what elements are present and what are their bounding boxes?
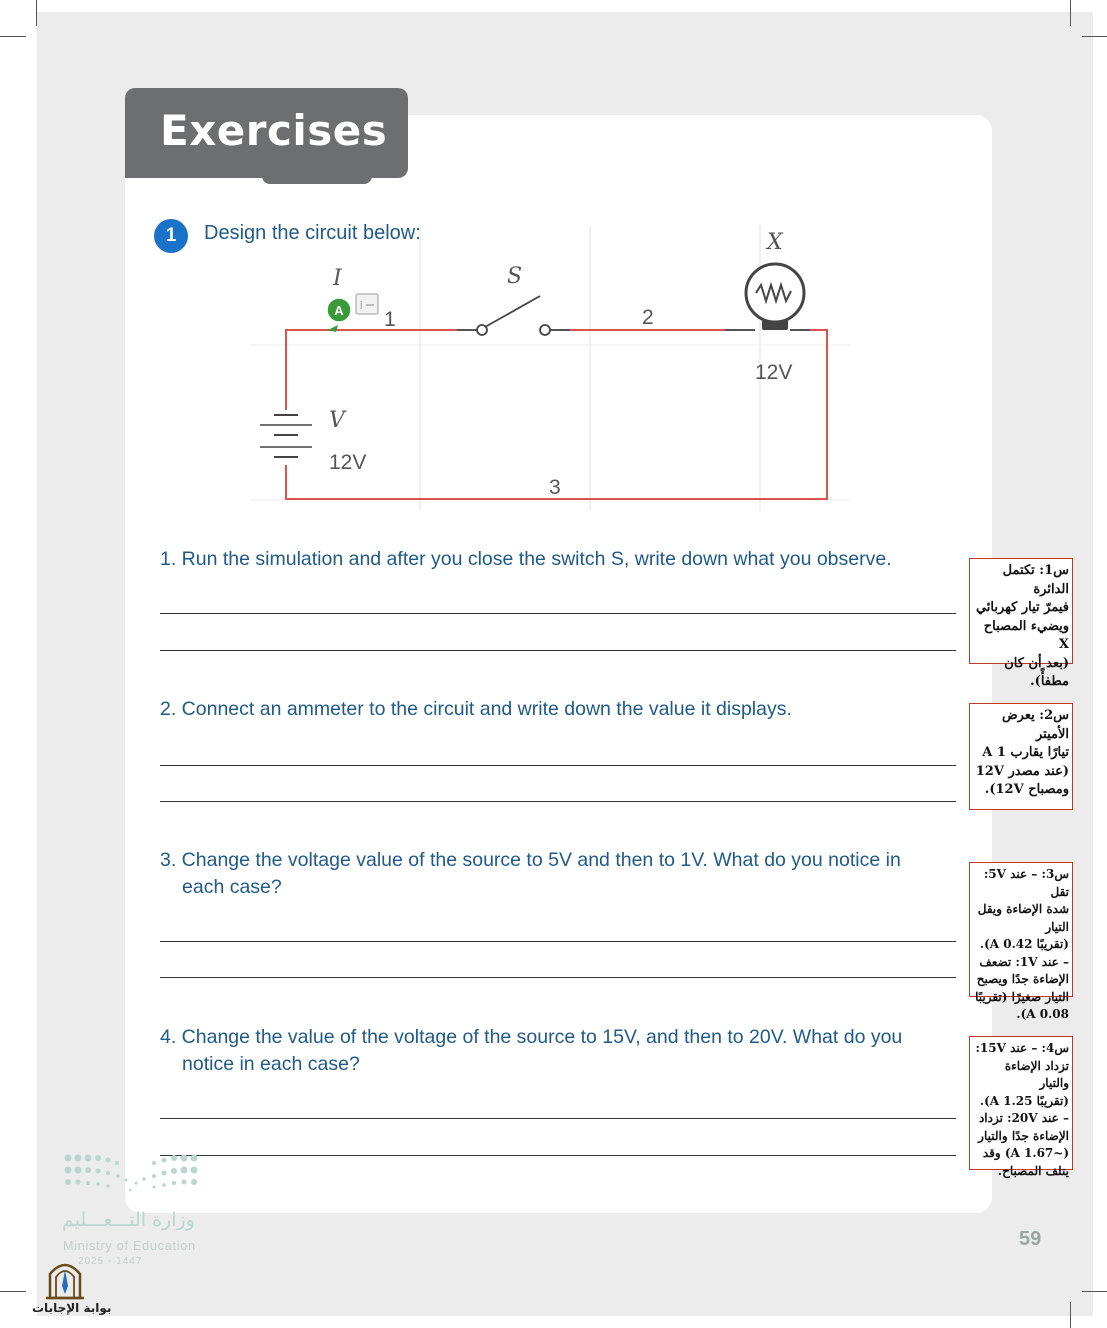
- answer-line[interactable]: [160, 613, 956, 614]
- ammeter-icon[interactable]: [327, 294, 378, 332]
- answer-line[interactable]: [160, 650, 956, 651]
- crop-mark: [1070, 1302, 1071, 1328]
- page-number: 59: [1019, 1228, 1042, 1250]
- svg-text:i: i: [360, 300, 363, 312]
- answer-line-text: (عند مصدر 12V: [975, 763, 1069, 779]
- answer-box-3: [969, 862, 1073, 1021]
- circuit-wires: [286, 330, 827, 499]
- answer-box-4: [969, 1036, 1073, 1178]
- answer-line[interactable]: [160, 1118, 956, 1119]
- answer-line-text: (بعد أن كان مطفأً).: [1004, 655, 1069, 689]
- question-3: [160, 847, 960, 901]
- question-4: [160, 1024, 960, 1078]
- lamp-voltage-label: 12V: [755, 361, 793, 384]
- answer-line-text: ويضيء المصباح X: [983, 618, 1069, 652]
- crop-mark: [36, 0, 37, 26]
- answer-line-text: التيار صغيرًا (تقريبًا: [975, 989, 1069, 1004]
- node-label-2: 2: [642, 306, 654, 329]
- question-text-continued: notice in each case?: [182, 1053, 360, 1075]
- crop-mark: [1070, 0, 1071, 26]
- crop-mark: [1082, 1291, 1107, 1292]
- answer-line-text: تيارًا يقارب A 1: [982, 745, 1069, 760]
- answer-line-text: ومصباح 12V).: [984, 782, 1069, 797]
- question-text: 2. Connect an ammeter to the circuit and write down the value it displays.: [160, 698, 792, 720]
- answer-line[interactable]: [160, 765, 956, 766]
- exercise-heading: Design the circuit below:: [204, 222, 421, 244]
- battery-symbol: [260, 415, 312, 457]
- portal-logo-icon: [44, 1256, 86, 1300]
- question-text: 4. Change the value of the voltage of the source to 15V, and then to 20V. What do you: [160, 1026, 903, 1048]
- question-text: 1. Run the simulation and after you close the switch S, write down what you observe.: [160, 548, 892, 570]
- source-label: V: [329, 408, 345, 433]
- page-title: Exercises: [160, 106, 388, 155]
- ministry-year: 2025 - 1447: [78, 1256, 143, 1267]
- crop-mark: [1082, 36, 1107, 37]
- answer-line-text: تزداد الإضاءة والتيار: [1004, 1058, 1069, 1090]
- lamp-icon: [746, 264, 804, 330]
- question-2: [160, 696, 960, 723]
- ammeter-label: A: [334, 303, 344, 318]
- answer-line-text: (تقريبًا A 1.25).: [979, 1093, 1069, 1108]
- question-1: [160, 546, 960, 573]
- source-voltage-label: 12V: [329, 451, 367, 474]
- answer-box-1: [969, 558, 1073, 689]
- answer-line[interactable]: [160, 941, 956, 942]
- answer-line[interactable]: [160, 977, 956, 978]
- answer-line-text: س1: تكتمل الدائرة: [1002, 563, 1069, 597]
- ministry-logo-icon: [62, 1150, 202, 1200]
- answer-line[interactable]: [160, 801, 956, 802]
- answer-line-text: – عند 1V: تضعف: [979, 954, 1069, 969]
- answer-line-text: يتلف المصباح.: [997, 1163, 1069, 1178]
- ministry-name-english: Ministry of Education: [63, 1239, 196, 1253]
- current-label: I: [333, 266, 342, 291]
- crop-mark: [0, 1291, 26, 1292]
- portal-name: بوابة الإجابات: [32, 1301, 112, 1315]
- answer-line-text: – عند 20V: تزداد: [978, 1111, 1069, 1125]
- answer-box-2: [969, 703, 1073, 810]
- switch[interactable]: [477, 296, 550, 335]
- answer-line-text: فيمرّ تيار كهربائي: [975, 600, 1069, 615]
- answer-line-text: س2: يعرض الأميتر: [1001, 708, 1069, 742]
- node-label-1: 1: [384, 308, 396, 331]
- answer-line-text: A 0.08).: [1016, 1007, 1069, 1021]
- crop-mark: [0, 36, 26, 37]
- lamp-label: X: [767, 230, 783, 255]
- answer-line-text: (تقريبًا A 0.42).: [979, 937, 1069, 951]
- answer-line-text: شدة الإضاءة ويقل التيار: [977, 902, 1069, 934]
- answer-line-text: س3: – عند 5V: تقل: [983, 867, 1069, 899]
- answer-line-text: الإضاءة جدًا والتيار: [978, 1128, 1069, 1143]
- exercise-number-badge: 1: [154, 219, 188, 253]
- question-text-continued: each case?: [182, 876, 282, 898]
- circuit-diagram: [250, 225, 850, 515]
- question-text: 3. Change the voltage value of the source to 5V and then to 1V. What do you notice in: [160, 849, 901, 871]
- node-label-3: 3: [549, 476, 561, 499]
- answer-line[interactable]: [160, 1155, 956, 1156]
- answer-line-text: الإضاءة جدًا ويصبح: [976, 972, 1069, 986]
- answer-line-text: س4: – عند 15V:: [975, 1041, 1069, 1055]
- ministry-name-arabic: وزارة التـــعـــليم: [62, 1209, 195, 1231]
- header-tab-notch: [262, 170, 372, 184]
- switch-label: S: [507, 264, 523, 289]
- answer-line-text: (~A 1.67) وقد: [982, 1146, 1069, 1160]
